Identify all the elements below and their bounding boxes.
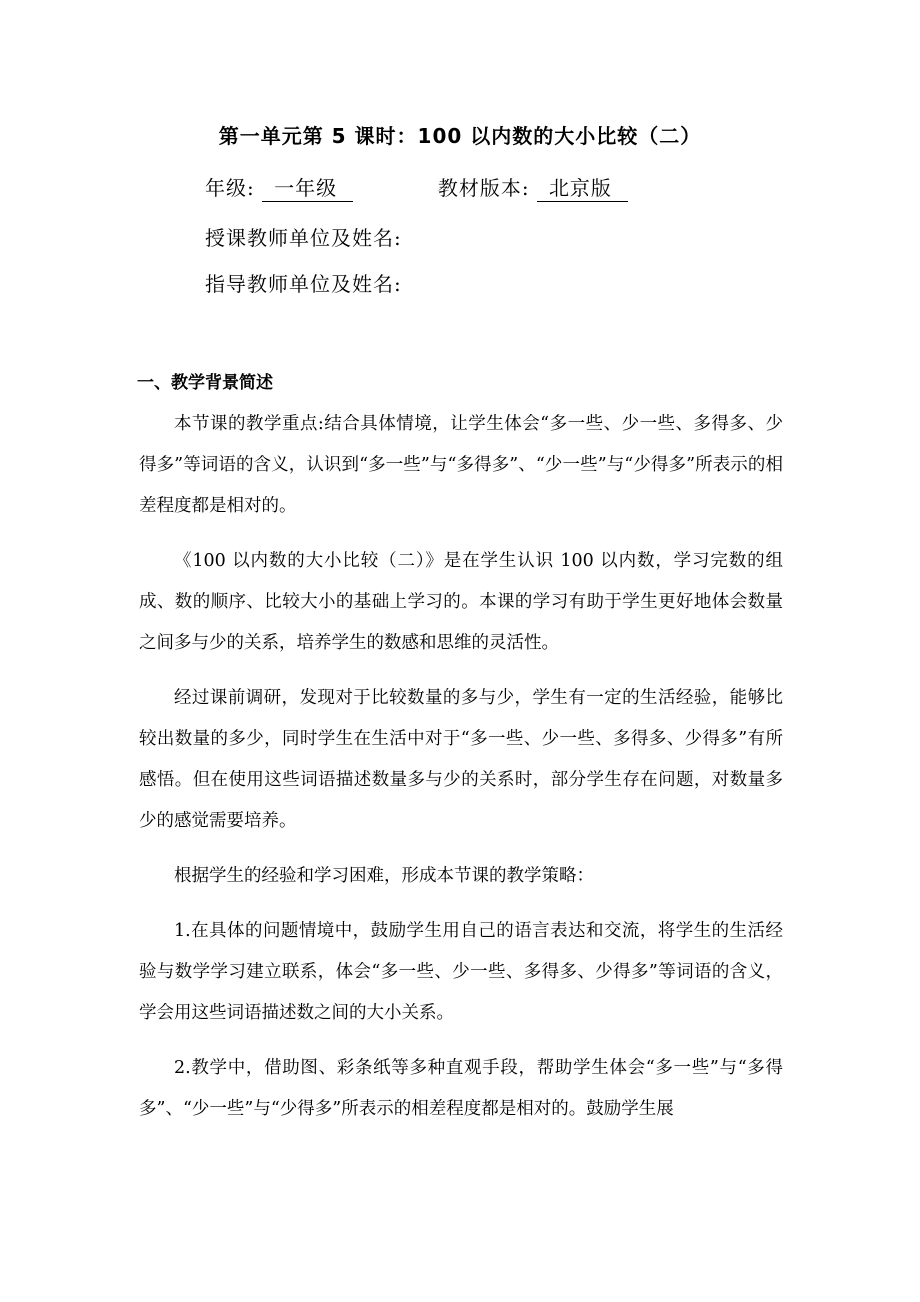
body-text — [139, 404, 783, 1144]
paragraph: 本节课的教学重点:结合具体情境，让学生体会“多一些、少一些、多得多、少得多”等词语的含义，认识到“多一些”与“多得多”、“少一些”与“少得多”所表示的相差程度都是相对的。 — [139, 414, 783, 516]
grade-label: 年级: — [205, 176, 255, 200]
mentor-label: 指导教师单位及姓名: — [205, 272, 402, 296]
paragraph: 经过课前调研，发现对于比较数量的多与少，学生有一定的生活经验，能够比较出数量的多少，同时学生在生活中对于“多一些、少一些、多得多、少得多”有所感悟。但在使用这些词语描述数量多与少的关系时，部分学生存在问题，对数量多少的感觉需要培养。 — [139, 688, 783, 831]
paragraph: 根据学生的经验和学习困难，形成本节课的教学策略： — [174, 866, 594, 886]
grade-value: 一年级 — [262, 177, 353, 202]
section-heading: 一、教学背景简述 — [137, 373, 273, 393]
grade-edition-row — [205, 172, 628, 202]
document-title: 第一单元第 5 课时：100 以内数的大小比较（二） — [218, 124, 702, 148]
paragraph: 1.在具体的问题情境中，鼓励学生用自己的语言表达和交流，将学生的生活经验与数学学习建立联系，体会“多一些、少一些、多得多、少得多”等词语的含义，学会用这些词语描述数之间的大小关系。 — [139, 921, 783, 1023]
paragraph: 2.教学中，借助图、彩条纸等多种直观手段，帮助学生体会“多一些”与“多得多”、“少一些”与“少得多”所表示的相差程度都是相对的。鼓励学生展 — [139, 1058, 783, 1119]
teacher-label: 授课教师单位及姓名: — [205, 226, 402, 250]
edition-value: 北京版 — [537, 177, 628, 202]
paragraph: 《100 以内数的大小比较（二）》是在学生认识 100 以内数，学习完数的组成、数的顺序、比较大小的基础上学习的。本课的学习有助于学生更好地体会数量之间多与少的关系，培养学生的数感和思维的灵活性。 — [139, 551, 783, 653]
edition-label: 教材版本: — [437, 176, 530, 200]
